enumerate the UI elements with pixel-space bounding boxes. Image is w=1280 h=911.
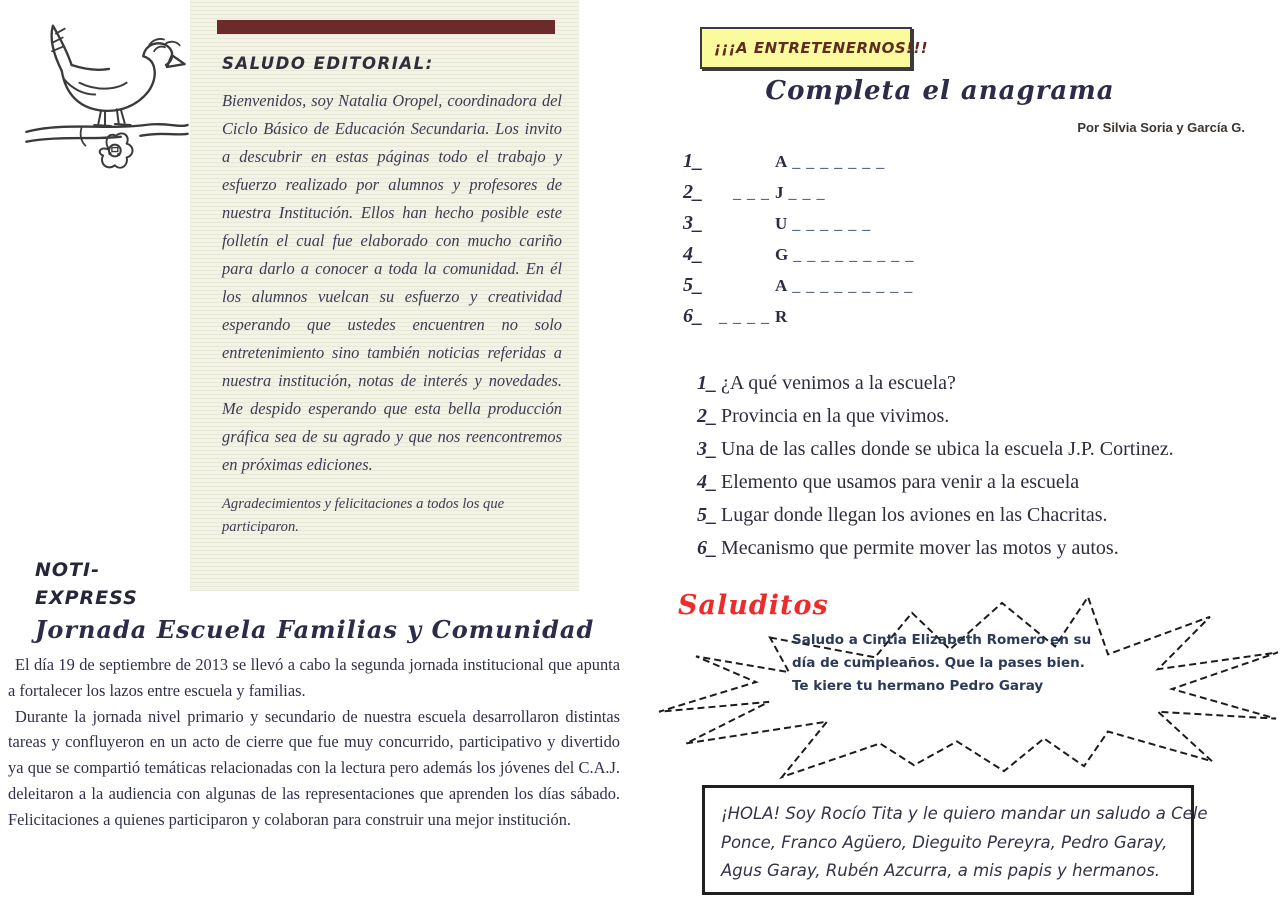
entertainment-banner	[700, 27, 929, 69]
hola-greeting-box	[702, 785, 1208, 895]
anagram-row-6	[683, 305, 914, 336]
clue-number: 3_	[697, 438, 717, 460]
hola-greeting-line2: Ponce, Franco Agüero, Dieguito Pereyra, Pedro Garay,	[721, 832, 1168, 852]
anagram-number: 6_	[683, 305, 703, 327]
noti-express-line2: EXPRESS	[35, 587, 138, 609]
anagram-row-3	[683, 212, 914, 243]
clue-number: 5_	[697, 504, 717, 526]
editorial-body: Bienvenidos, soy Natalia Oropel, coordinadora del Ciclo Básico de Educación Secundaria. Los invito a descubrir en estas páginas todo el trabajo y esfuerzo realizado por alumnos y profesores de nuestra Institución. Ellos han hecho posible este folletín el cual fue elaborado con mucho cariño para darlo a conocer a toda la comunidad. En él los alumnos vuelcan su esfuerzo y creatividad esperando que ustedes encuentren no solo entretenimiento sino también noticias referidas a nuestra institución, notas de interés y novedades. Me despido esperando que esta bella producción gráfica sea de su agrado y que nos reencontremos en próximas ediciones.	[222, 91, 562, 474]
anagram-letter: G	[775, 245, 789, 264]
birthday-greeting-line3: Te kiere tu hermano Pedro Garay	[792, 678, 1044, 694]
anagram-number: 1_	[683, 150, 703, 172]
clue-text: Lugar donde llegan los aviones en las Chacritas.	[721, 504, 1108, 526]
anagram-title: Completa el anagrama	[765, 76, 1115, 106]
article-paragraph-1: El día 19 de septiembre de 2013 se llevó a cabo la segunda jornada institucional que apunta a fortalecer los lazos entre escuela y familias.	[8, 655, 620, 700]
clue-text: Mecanismo que permite mover las motos y autos.	[721, 537, 1119, 559]
clue-number: 4_	[697, 471, 717, 493]
anagram-clues	[697, 372, 1174, 570]
noti-express-label	[35, 556, 138, 612]
anagram-list	[683, 150, 914, 336]
anagram-row-4	[683, 243, 914, 274]
editorial-accent-bar	[217, 20, 555, 34]
hola-greeting-line3: Agus Garay, Rubén Azcurra, a mis papis y hermanos.	[721, 861, 1161, 880]
noti-express-line1: NOTI-	[35, 559, 100, 581]
birthday-greeting-line2: día de cumpleaños. Que la pases bien.	[792, 655, 1085, 671]
editorial-note: Agradecimientos y felicitaciones a todos los que participaron.	[222, 496, 505, 535]
clue-text: Provincia en la que vivimos.	[721, 405, 950, 427]
anagram-byline: Por Silvia Soria y García G.	[1077, 120, 1245, 135]
anagram-letter: A	[775, 276, 788, 295]
article-paragraph-2: Durante la jornada nivel primario y secundario de nuestra escuela desarrollaron distintas tareas y confluyeron en un acto de cierre que fue muy concurrido, participativo y divertido ya que se compartió temáticas relacionadas con la lectura pero además los jóvenes del C.A.J. deleitaron a la audiencia con algunas de las representaciones que aprenden los días sábado. Felicitaciones a quienes participaron y colaboran para construir una mejor institución.	[8, 706, 620, 829]
anagram-blanks-after: _ _ _	[783, 185, 826, 202]
article-title: Jornada Escuela Familias y Comunidad	[35, 615, 595, 644]
clue-5	[697, 504, 1174, 527]
anagram-blanks-after: _ _ _ _ _ _ _ _ _	[788, 247, 915, 264]
saluditos-title: Saluditos	[678, 590, 829, 621]
clue-1	[697, 372, 1174, 395]
anagram-letter: R	[775, 307, 788, 326]
anagram-row-1	[683, 150, 914, 181]
clue-text: Elemento que usamos para venir a la escuela	[721, 471, 1080, 493]
anagram-blanks-after: _ _ _ _ _ _ _ _ _	[787, 278, 914, 295]
anagram-row-2	[683, 181, 914, 212]
anagram-number: 3_	[683, 212, 703, 234]
editorial-title: SALUDO EDITORIAL:	[222, 54, 434, 73]
anagram-row-5	[683, 274, 914, 305]
anagram-blanks-after: _ _ _ _ _ _	[787, 216, 872, 233]
article-body	[8, 652, 620, 833]
clue-number: 1_	[697, 372, 717, 394]
bird-drawing	[22, 10, 190, 182]
clue-text: Una de las calles donde se ubica la escuela J.P. Cortinez.	[721, 438, 1174, 460]
editorial-panel	[190, 0, 579, 591]
anagram-letter: A	[775, 152, 788, 171]
anagram-letter: U	[775, 214, 788, 233]
anagram-number: 5_	[683, 274, 703, 296]
anagram-number: 4_	[683, 243, 703, 265]
anagram-letter: J	[775, 183, 784, 202]
clue-4	[697, 471, 1174, 494]
clue-6	[697, 537, 1174, 560]
clue-number: 6_	[697, 537, 717, 559]
clue-3	[697, 438, 1174, 461]
hola-greeting-line1: ¡HOLA! Soy Rocío Tita y le quiero mandar un saludo a Cele	[721, 804, 1208, 823]
entertainment-banner-label: ¡¡¡A ENTRETENERNOS!!!	[714, 39, 929, 57]
anagram-number: 2_	[683, 181, 703, 203]
birthday-greeting	[792, 629, 1091, 698]
clue-text: ¿A qué venimos a la escuela?	[721, 372, 956, 394]
birthday-greeting-line1: Saludo a Cintia Elizabeth Romero en su	[792, 632, 1092, 648]
clue-number: 2_	[697, 405, 717, 427]
clue-2	[697, 405, 1174, 428]
anagram-blanks-after: _ _ _ _ _ _ _	[787, 154, 886, 171]
anagram-blanks-before: _ _ _	[733, 185, 775, 202]
anagram-blanks-before: _ _ _ _	[719, 309, 775, 326]
